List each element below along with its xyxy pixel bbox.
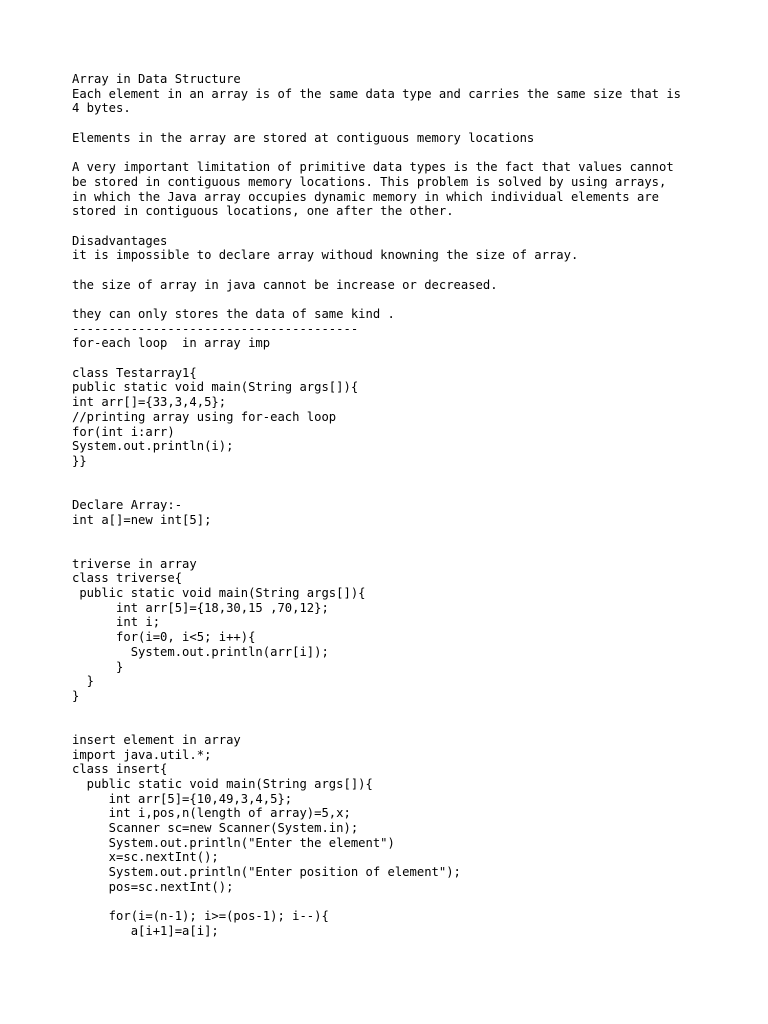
doc-line: insert element in array — [72, 732, 241, 747]
doc-line: Array in Data Structure — [72, 72, 241, 86]
doc-line — [72, 718, 752, 733]
code-line: int i; — [72, 615, 161, 630]
doc-line: 4 bytes. — [72, 101, 131, 116]
doc-line — [72, 483, 752, 498]
doc-line: for-each loop in array imp — [72, 336, 271, 351]
doc-line — [72, 704, 752, 719]
code-line: int arr[5]={18,30,15 ,70,12}; — [72, 600, 329, 615]
code-line: public static void main(String args[]){ — [72, 380, 359, 395]
code-line: for(int i:arr) — [72, 424, 175, 439]
doc-line — [72, 351, 752, 366]
doc-line — [72, 116, 752, 131]
doc-line: Each element in an array is of the same data type and carries the same size that is — [72, 86, 682, 101]
doc-line — [72, 527, 752, 542]
code-line: class insert{ — [72, 762, 168, 777]
doc-line: stored in contiguous locations, one after the other. — [72, 204, 454, 219]
code-line: System.out.println(i); — [72, 439, 234, 454]
code-line: for(i=(n-1); i>=(pos-1); i--){ — [72, 909, 329, 924]
doc-line: A very important limitation of primitive data types is the fact that values cannot — [72, 160, 674, 175]
code-line: }} — [72, 453, 87, 468]
code-line: System.out.println("Enter position of element"); — [72, 865, 461, 880]
doc-line: it is impossible to declare array withoud knowning the size of array. — [72, 248, 579, 263]
code-line: x=sc.nextInt(); — [72, 850, 219, 865]
code-line: System.out.println("Enter the element") — [72, 835, 395, 850]
doc-line: in which the Java array occupies dynamic memory in which individual elements are — [72, 189, 659, 204]
code-line: int a[]=new int[5]; — [72, 512, 212, 527]
doc-line: they can only stores the data of same kind . — [72, 307, 395, 321]
code-line: public static void main(String args[]){ — [72, 777, 373, 791]
doc-line — [72, 469, 752, 484]
doc-line — [72, 542, 752, 557]
code-line: class Testarray1{ — [72, 365, 197, 380]
doc-line: triverse in array — [72, 556, 197, 571]
code-line: } — [72, 674, 95, 689]
code-line: a[i+1]=a[i]; — [72, 923, 219, 938]
code-line: public static void main(String args[]){ — [72, 586, 366, 601]
doc-line — [72, 219, 752, 234]
doc-line: Declare Array:- — [72, 497, 183, 512]
doc-line: be stored in contiguous memory locations. This problem is solved by using arrays, — [72, 174, 667, 189]
doc-line — [72, 895, 752, 910]
code-line: int arr[5]={10,49,3,4,5}; — [72, 791, 293, 806]
code-line: int i,pos,n(length of array)=5,x; — [72, 806, 351, 821]
doc-line — [72, 292, 752, 307]
code-line: int arr[]={33,3,4,5}; — [72, 395, 227, 410]
code-line: import java.util.*; — [72, 747, 212, 762]
code-line: for(i=0, i<5; i++){ — [72, 630, 256, 645]
separator-line: --------------------------------------- — [72, 321, 359, 336]
doc-line — [72, 145, 752, 160]
doc-line: Disadvantages — [72, 233, 168, 248]
doc-line: the size of array in java cannot be increase or decreased. — [72, 277, 498, 292]
doc-line — [72, 263, 752, 278]
code-line: Scanner sc=new Scanner(System.in); — [72, 821, 359, 836]
code-line: //printing array using for-each loop — [72, 409, 337, 424]
code-line: class triverse{ — [72, 571, 183, 586]
code-line: } — [72, 688, 80, 703]
code-line: pos=sc.nextInt(); — [72, 879, 234, 894]
doc-line: Elements in the array are stored at contiguous memory locations — [72, 130, 535, 145]
code-line: } — [72, 659, 124, 674]
code-line: System.out.println(arr[i]); — [72, 644, 329, 659]
document-page — [72, 72, 752, 939]
